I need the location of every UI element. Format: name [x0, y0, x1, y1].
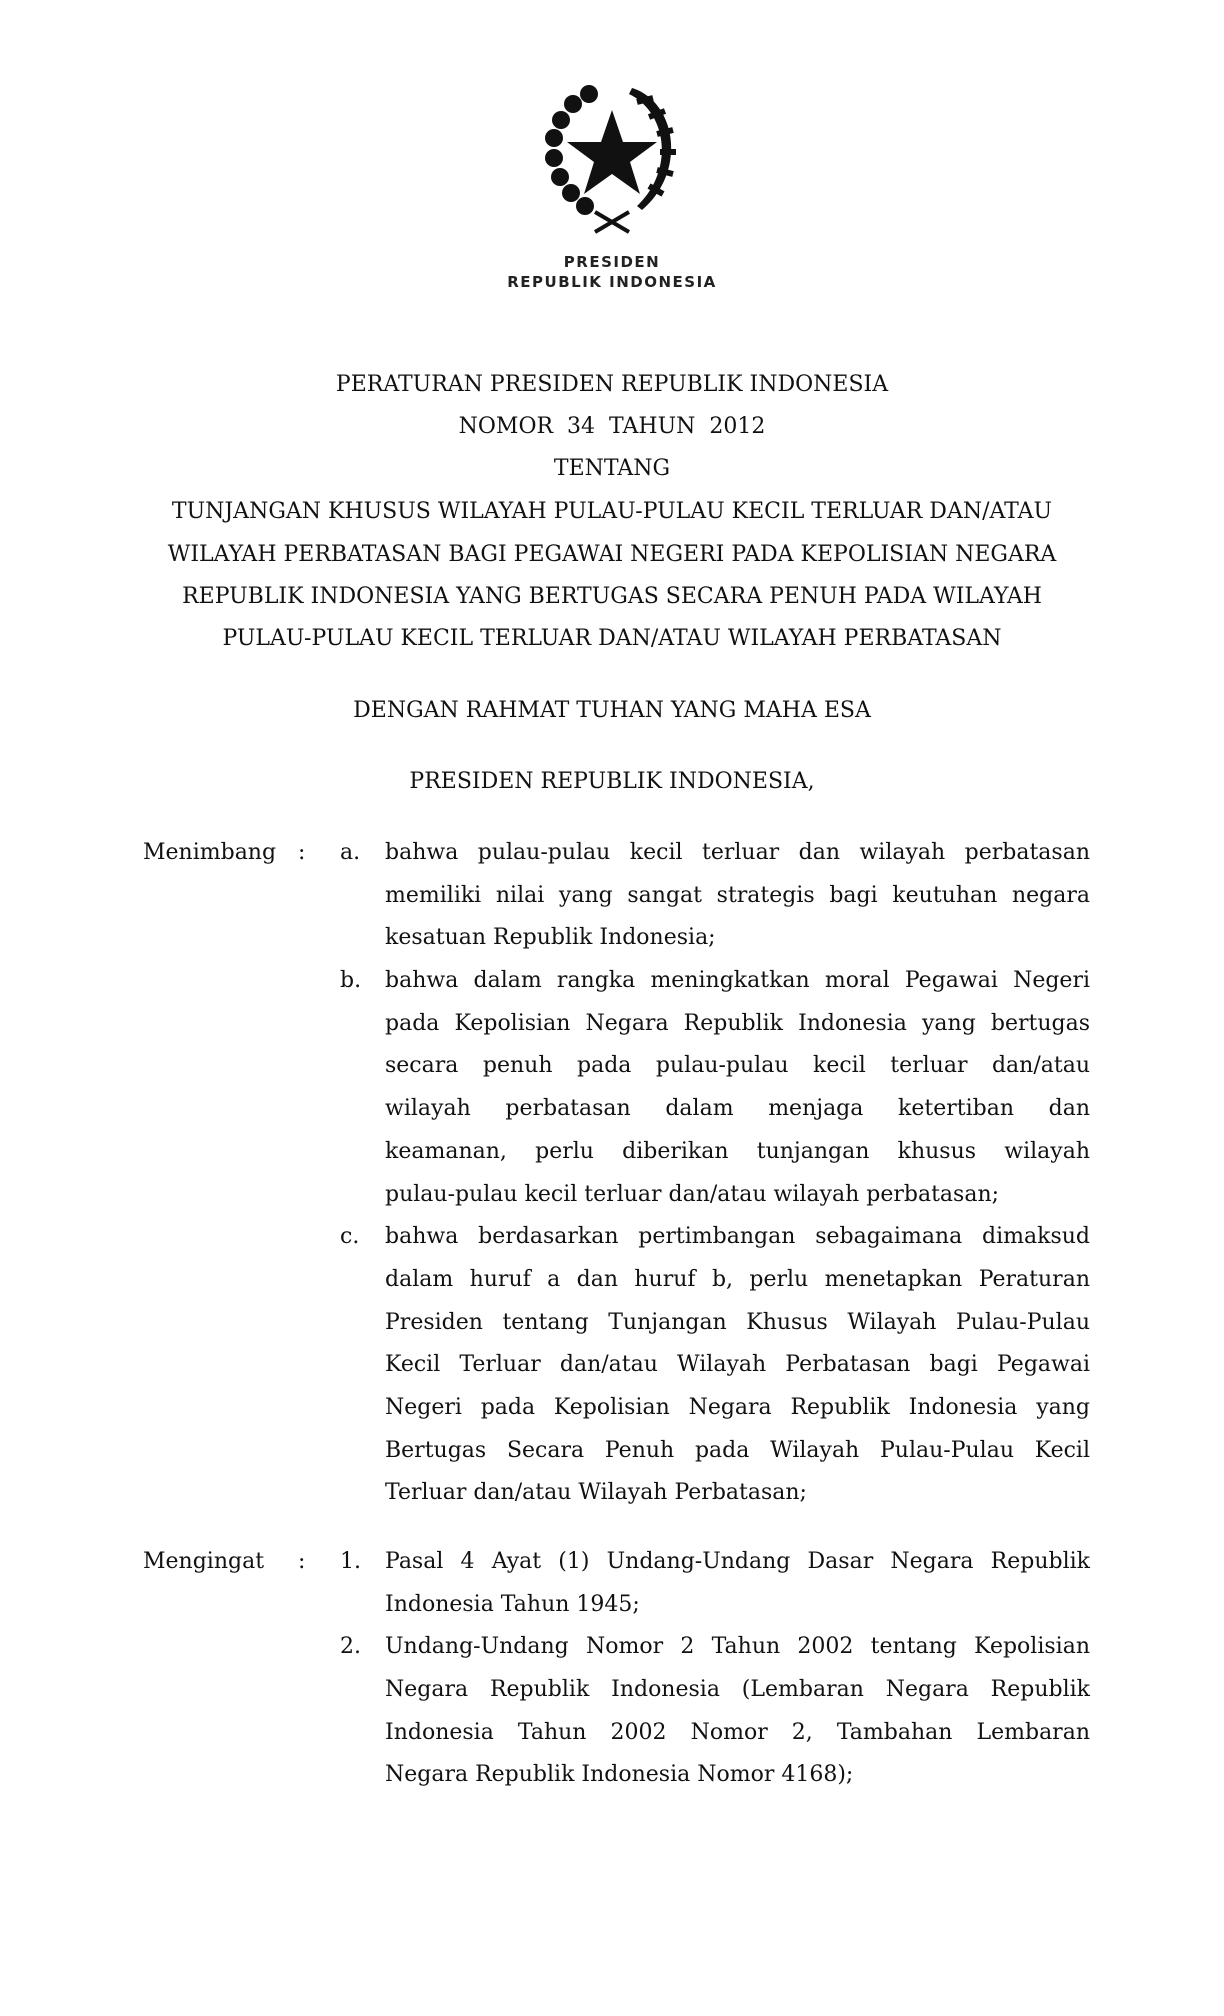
garuda-star-wreath-icon: [537, 72, 687, 242]
emblem-text-republik: REPUBLIK INDONESIA: [507, 273, 717, 291]
item-line: dalam huruf a dan huruf b, perlu menetapkan Peraturan: [385, 1266, 1090, 1292]
item-line: bahwa pulau-pulau kecil terluar dan wilayah perbatasan: [385, 840, 1090, 865]
item-marker: c.: [340, 1224, 360, 1250]
list-item: [385, 1626, 1090, 1797]
item-line: memiliki nilai yang sangat strategis bagi keutuhan negara: [385, 882, 1090, 908]
list-item: [385, 832, 1090, 960]
title-line: PULAU-PULAU KECIL TERLUAR DAN/ATAU WILAYAH PERBATASAN: [222, 626, 1002, 651]
title-line: TENTANG: [553, 456, 671, 481]
item-line: pada Kepolisian Negara Republik Indonesia yang bertugas: [385, 1010, 1090, 1036]
list-item: [385, 1541, 1090, 1626]
item-line: Negara Republik Indonesia (Lembaran Negara Republik: [385, 1677, 1090, 1703]
section-colon: :: [298, 840, 306, 865]
title-line: NOMOR 34 TAHUN 2012: [458, 414, 766, 439]
item-line: bahwa berdasarkan pertimbangan sebagaimana dimaksud: [385, 1224, 1090, 1250]
item-line: keamanan, perlu diberikan tunjangan khusus wilayah: [385, 1138, 1090, 1164]
list-item: [385, 960, 1090, 1216]
item-line: Pasal 4 Ayat (1) Undang-Undang Dasar Negara Republik: [385, 1549, 1090, 1574]
item-line: Presiden tentang Tunjangan Khusus Wilayah Pulau-Pulau: [385, 1309, 1090, 1335]
item-line: wilayah perbatasan dalam menjaga ketertiban dan: [385, 1096, 1090, 1122]
section-label: Mengingat: [143, 1549, 265, 1574]
list-item: [385, 1216, 1090, 1515]
item-line: Indonesia Tahun 2002 Nomor 2, Tambahan Lembaran: [385, 1719, 1090, 1745]
item-marker: a.: [340, 840, 361, 865]
section-colon: :: [298, 1549, 306, 1574]
item-line: Negeri pada Kepolisian Negara Republik Indonesia yang: [385, 1395, 1090, 1421]
item-line: secara penuh pada pulau-pulau kecil terluar dan/atau: [385, 1053, 1090, 1079]
item-marker: b.: [340, 968, 362, 994]
item-line: pulau-pulau kecil terluar dan/atau wilayah perbatasan;: [385, 1181, 1000, 1207]
item-line: Terluar dan/atau Wilayah Perbatasan;: [385, 1480, 807, 1506]
item-marker: 1.: [340, 1549, 361, 1574]
item-line: Bertugas Secara Penuh pada Wilayah Pulau-Pulau Kecil: [385, 1437, 1090, 1463]
opening-phrase: DENGAN RAHMAT TUHAN YANG MAHA ESA: [353, 698, 871, 723]
item-marker: 2.: [340, 1634, 361, 1660]
item-line: Negara Republik Indonesia Nomor 4168);: [385, 1762, 854, 1788]
section-label: Menimbang: [143, 840, 277, 865]
president-heading: PRESIDEN REPUBLIK INDONESIA,: [409, 769, 815, 794]
item-line: kesatuan Republik Indonesia;: [385, 925, 716, 951]
item-line: Undang-Undang Nomor 2 Tahun 2002 tentang Kepolisian: [385, 1634, 1090, 1660]
title-line: WILAYAH PERBATASAN BAGI PEGAWAI NEGERI PADA KEPOLISIAN NEGARA: [167, 542, 1057, 567]
title-line: TUNJANGAN KHUSUS WILAYAH PULAU-PULAU KECIL TERLUAR DAN/ATAU: [171, 499, 1053, 524]
item-line: Indonesia Tahun 1945;: [385, 1591, 640, 1617]
emblem-text-presiden: PRESIDEN: [563, 253, 661, 271]
item-line: bahwa dalam rangka meningkatkan moral Pegawai Negeri: [385, 968, 1090, 994]
title-line: PERATURAN PRESIDEN REPUBLIK INDONESIA: [335, 372, 889, 397]
title-line: REPUBLIK INDONESIA YANG BERTUGAS SECARA PENUH PADA WILAYAH: [182, 584, 1042, 609]
item-line: Kecil Terluar dan/atau Wilayah Perbatasan bagi Pegawai: [385, 1352, 1090, 1378]
presidential-emblem: [472, 72, 752, 342]
